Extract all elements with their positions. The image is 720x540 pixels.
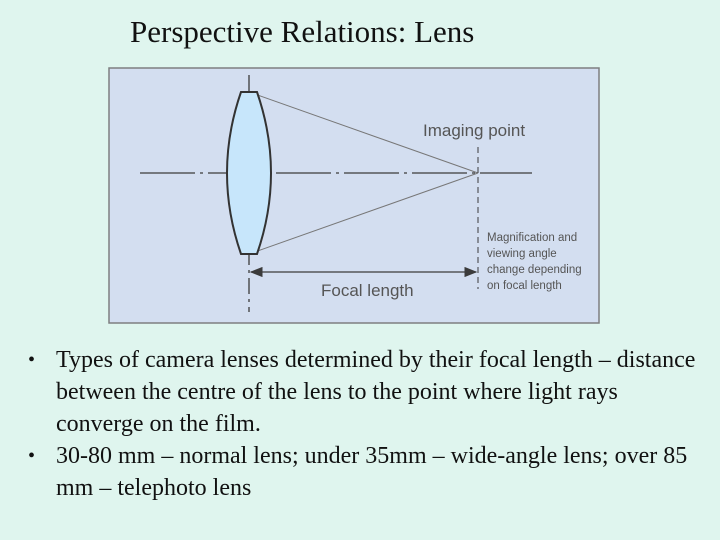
focal-length-label: Focal length	[321, 281, 414, 300]
magnification-note-line: change depending	[487, 264, 582, 276]
bullet-text: Types of camera lenses determined by their focal length – distance between the centre of the lens to the point where light rays converge on the film.	[56, 347, 696, 437]
bullet-item	[28, 344, 708, 440]
convex-lens	[227, 92, 271, 254]
bullet-marker: •	[28, 445, 36, 467]
slide-title: Perspective Relations: Lens	[130, 14, 475, 49]
bullet-item	[28, 440, 708, 504]
bullet-marker: •	[28, 349, 36, 371]
lens-diagram	[108, 67, 600, 324]
magnification-note-line: viewing angle	[487, 248, 557, 260]
magnification-note-line: on focal length	[487, 280, 562, 292]
magnification-note-line: Magnification and	[487, 232, 578, 244]
lens-diagram-svg	[108, 67, 600, 324]
bullet-list	[28, 344, 708, 504]
imaging-point-label: Imaging point	[423, 121, 526, 140]
bullet-text: 30-80 mm – normal lens; under 35mm – wide-angle lens; over 85 mm – telephoto lens	[56, 443, 688, 501]
